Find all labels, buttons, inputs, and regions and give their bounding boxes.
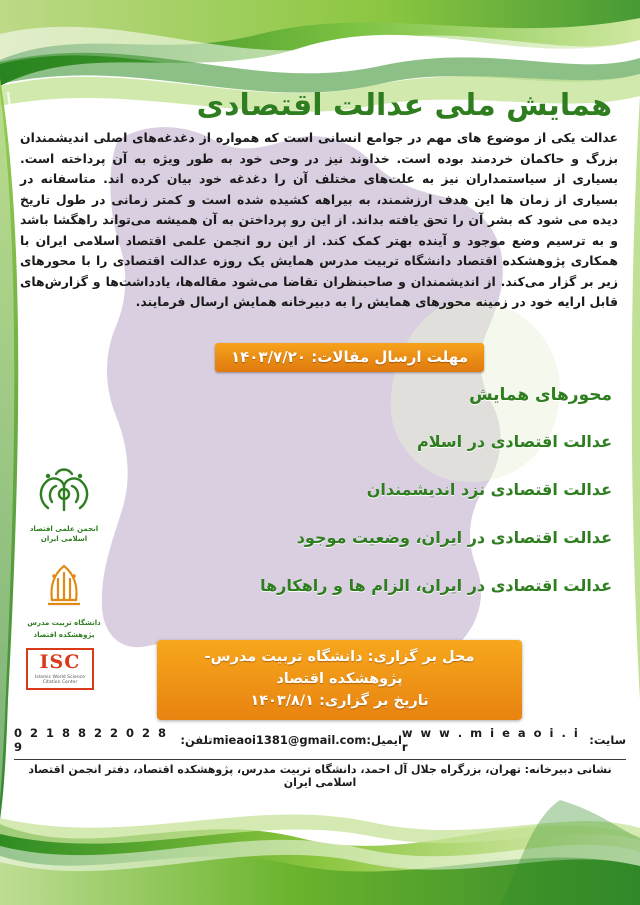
submission-deadline-badge: مهلت ارسال مقالات: ۱۴۰۳/۷/۲۰ [215, 343, 484, 372]
footer-contact-row [14, 726, 626, 756]
footer-divider [14, 759, 626, 760]
isc-logo-subtext: Islamic World Science Citation Center [34, 674, 85, 686]
venue-date: تاریخ بر گزاری: ۱۴۰۳/۸/۱ [250, 693, 429, 709]
isc-logo-text: ISC [39, 651, 81, 673]
isc-logo-box [26, 648, 94, 690]
university-logo-caption-1: دانشگاه تربیت مدرس [27, 619, 101, 627]
site-value[interactable]: w w w . m i e a o i . i r [401, 726, 580, 754]
university-logo-caption-2: پژوهشکده اقتصاد [33, 631, 95, 639]
venue-date-box [157, 640, 522, 720]
phone-label: تلفن: [180, 733, 213, 747]
site-label: سایت: [589, 733, 626, 747]
association-logo [18, 462, 110, 544]
footer-contact-band [0, 726, 640, 789]
phone-value: 0 2 1 8 8 2 2 0 2 8 9 [14, 726, 169, 754]
description-text: عدالت یکی از موضوع های مهم در جوامع انسانی است که همواره از دغدغه‌های اصلی اندیشمندان بزرگ و حاکمان خردمند بوده است. خداوند نیز در وحی خود به طور ویژه به آن پرداخته است. بسیاری از سیاستمداران نیز به علت‌های مختلف آن را دغدغه خود بیان کرده اند. متاسفانه در بسیاری از زمان ها این هدف ارزشمند، به بیراهه کشیده شده است و کمتر زمانی در طول تاریخ دیده می شود که بشر آن را تحق یافته بداند. از این رو پرداختن به آن همیشه می‌تواند راهگشا باشد و به ترسیم وضع موجود و آینده بهتر کمک کند. از این رو انجمن علمی اقتصاد اسلامی ایران با همکاری پژوهشکده اقتصاد دانشگاه تربیت مدرس همایش یک روزه عدالت اقتصادی را با محورهای زیر بر گزار می‌کند. از اندیشمندان و صاحبنظران تقاضا می‌شود مقاله‌ها، یادداشت‌ها و گزارش‌های قابل ارایه خود در زمینه محورهای همایش را به دبیرخانه همایش ارسال فرمایند. [20, 130, 618, 309]
university-logo [18, 560, 110, 640]
axes-heading: محورهای همایش [469, 385, 612, 405]
email-label: ایمیل: [366, 733, 402, 747]
axis-item-2: عدالت اقتصادی نزد اندیشمندان [366, 480, 612, 499]
university-emblem-icon [18, 560, 110, 612]
association-emblem-icon [18, 462, 110, 518]
axis-item-3: عدالت اقتصادی در ایران، وضعیت موجود [296, 528, 612, 547]
association-logo-caption: انجمن علمی اقتصاد اسلامی ایران [29, 525, 99, 543]
email-value[interactable]: mieaoi1381@gmail.com [212, 733, 367, 747]
venue-place: محل بر گزاری: دانشگاه تربیت مدرس- پژوهشکده اقتصاد [204, 649, 475, 687]
isc-logo [22, 648, 94, 690]
axis-item-4: عدالت اقتصادی در ایران، الزام ها و راهکارها [260, 576, 612, 595]
page-title: همایش ملی عدالت اقتصادی [196, 88, 612, 123]
axis-item-1: عدالت اقتصادی در اسلام [417, 432, 612, 451]
footer-address: نشانی دبیرخانه: تهران، بزرگراه جلال آل احمد، دانشگاه تربیت مدرس، پژوهشکده اقتصاد، دفتر انجمن اقتصاد اسلامی ایران [28, 763, 612, 789]
